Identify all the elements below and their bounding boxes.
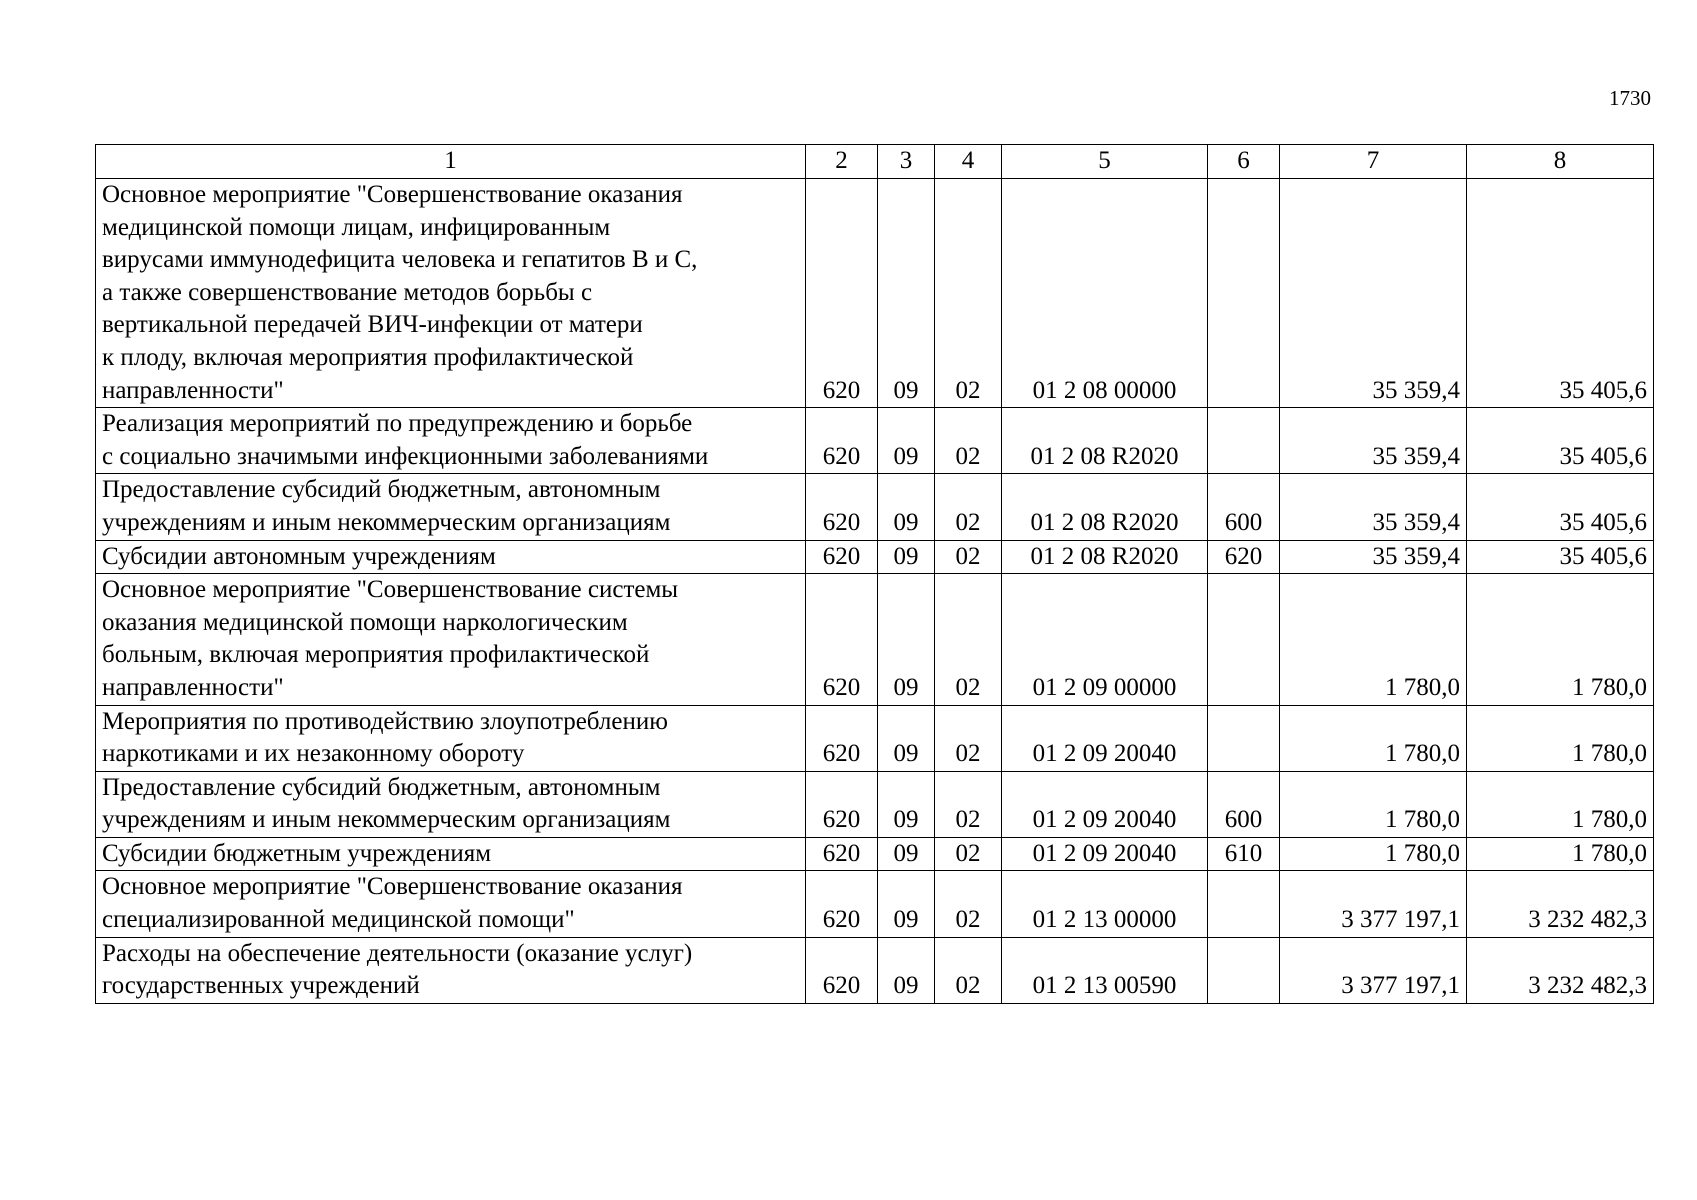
cell-subsection: 02: [935, 408, 1002, 474]
cell-amount-year2: 1 780,0: [1467, 771, 1654, 837]
cell-subsection: 02: [935, 540, 1002, 574]
table-row: [96, 937, 1654, 1003]
cell-expense-type: 600: [1208, 771, 1280, 837]
cell-amount-year2: 3 232 482,3: [1467, 871, 1654, 937]
cell-target-article: 01 2 13 00000: [1002, 871, 1208, 937]
budget-table: [95, 144, 1654, 1004]
cell-amount-year2: 35 405,6: [1467, 408, 1654, 474]
cell-subsection: 02: [935, 705, 1002, 771]
cell-section: 09: [878, 408, 935, 474]
header-cell-3: 3: [878, 145, 935, 179]
item-name-line: наркотиками и их незаконному обороту: [102, 740, 525, 768]
cell-amount-year2: 1 780,0: [1467, 705, 1654, 771]
cell-amount-year1: 1 780,0: [1280, 771, 1467, 837]
cell-item-name: [96, 771, 806, 837]
cell-admin-code: 620: [806, 574, 878, 705]
cell-target-article: 01 2 08 00000: [1002, 179, 1208, 408]
table-row: [96, 705, 1654, 771]
cell-amount-year2: 3 232 482,3: [1467, 937, 1654, 1003]
cell-amount-year1: 35 359,4: [1280, 540, 1467, 574]
cell-section: 09: [878, 871, 935, 937]
cell-amount-year2: 35 405,6: [1467, 474, 1654, 540]
cell-subsection: 02: [935, 937, 1002, 1003]
cell-subsection: 02: [935, 574, 1002, 705]
item-name-line: больным, включая мероприятия профилактической: [102, 641, 650, 669]
cell-target-article: 01 2 09 20040: [1002, 837, 1208, 871]
cell-item-name: [96, 474, 806, 540]
header-cell-5: 5: [1002, 145, 1208, 179]
table-row: [96, 837, 1654, 871]
cell-amount-year2: 35 405,6: [1467, 540, 1654, 574]
cell-admin-code: 620: [806, 408, 878, 474]
cell-admin-code: 620: [806, 474, 878, 540]
cell-expense-type: [1208, 408, 1280, 474]
cell-target-article: 01 2 08 R2020: [1002, 408, 1208, 474]
cell-amount-year2: 1 780,0: [1467, 837, 1654, 871]
item-name-line: с социально значимыми инфекционными заболеваниями: [102, 442, 709, 470]
cell-amount-year1: 35 359,4: [1280, 408, 1467, 474]
cell-target-article: 01 2 08 R2020: [1002, 540, 1208, 574]
cell-section: 09: [878, 837, 935, 871]
item-name-line: медицинской помощи лицам, инфицированным: [102, 213, 611, 241]
cell-section: 09: [878, 179, 935, 408]
cell-target-article: 01 2 09 20040: [1002, 705, 1208, 771]
cell-item-name: [96, 408, 806, 474]
item-name-line: учреждениям и иным некоммерческим организациям: [102, 806, 671, 834]
cell-item-name: [96, 574, 806, 705]
item-name-line: Основное мероприятие "Совершенствование оказания: [102, 181, 683, 208]
header-cell-1: 1: [96, 145, 806, 179]
table-row: [96, 871, 1654, 937]
cell-amount-year1: 1 780,0: [1280, 837, 1467, 871]
cell-admin-code: 620: [806, 871, 878, 937]
item-name-line: Расходы на обеспечение деятельности (оказание услуг): [102, 939, 693, 967]
header-cell-6: 6: [1208, 145, 1280, 179]
header-cell-7: 7: [1280, 145, 1467, 179]
cell-admin-code: 620: [806, 179, 878, 408]
item-name-line: направленности": [102, 673, 284, 701]
cell-item-name: [96, 179, 806, 408]
cell-item-name: [96, 871, 806, 937]
item-name-line: вертикальной передачей ВИЧ-инфекции от матери: [102, 311, 643, 339]
cell-expense-type: [1208, 937, 1280, 1003]
item-name-line: Реализация мероприятий по предупреждению и борьбе: [102, 410, 693, 438]
cell-section: 09: [878, 540, 935, 574]
cell-subsection: 02: [935, 871, 1002, 937]
cell-admin-code: 620: [806, 771, 878, 837]
header-row: [96, 145, 1654, 179]
item-name-line: а также совершенствование методов борьбы с: [102, 278, 593, 306]
item-name-line: Субсидии бюджетным учреждениям: [102, 839, 492, 867]
page-number: 1730: [1609, 86, 1651, 110]
cell-target-article: 01 2 13 00590: [1002, 937, 1208, 1003]
cell-amount-year2: 35 405,6: [1467, 179, 1654, 408]
cell-item-name: [96, 540, 806, 574]
header-cell-8: 8: [1467, 145, 1654, 179]
cell-item-name: [96, 837, 806, 871]
item-name-line: Основное мероприятие "Совершенствование оказания: [102, 873, 683, 901]
item-name-line: направленности": [102, 376, 284, 404]
cell-amount-year2: 1 780,0: [1467, 574, 1654, 705]
cell-section: 09: [878, 474, 935, 540]
cell-item-name: [96, 705, 806, 771]
cell-admin-code: 620: [806, 540, 878, 574]
item-name-line: учреждениям и иным некоммерческим организациям: [102, 508, 671, 536]
item-name-line: государственных учреждений: [102, 972, 420, 1000]
cell-section: 09: [878, 705, 935, 771]
table-row: [96, 540, 1654, 574]
cell-admin-code: 620: [806, 937, 878, 1003]
cell-item-name: [96, 937, 806, 1003]
cell-expense-type: 610: [1208, 837, 1280, 871]
cell-subsection: 02: [935, 179, 1002, 408]
cell-subsection: 02: [935, 771, 1002, 837]
header-cell-2: 2: [806, 145, 878, 179]
cell-expense-type: [1208, 179, 1280, 408]
cell-expense-type: 600: [1208, 474, 1280, 540]
cell-expense-type: [1208, 574, 1280, 705]
item-name-line: Предоставление субсидий бюджетным, автономным: [102, 773, 661, 801]
cell-expense-type: 620: [1208, 540, 1280, 574]
cell-amount-year1: 3 377 197,1: [1280, 937, 1467, 1003]
table-row: [96, 179, 1654, 408]
table-row: [96, 771, 1654, 837]
item-name-line: оказания медицинской помощи наркологическим: [102, 608, 628, 636]
item-name-line: к плоду, включая мероприятия профилактической: [102, 343, 634, 371]
cell-expense-type: [1208, 871, 1280, 937]
cell-amount-year1: 35 359,4: [1280, 179, 1467, 408]
item-name-line: специализированной медицинской помощи": [102, 906, 575, 934]
item-name-line: вирусами иммунодефицита человека и гепатитов B и C,: [102, 246, 698, 274]
cell-target-article: 01 2 08 R2020: [1002, 474, 1208, 540]
cell-admin-code: 620: [806, 705, 878, 771]
table-row: [96, 474, 1654, 540]
item-name-line: Предоставление субсидий бюджетным, автономным: [102, 476, 661, 504]
cell-section: 09: [878, 574, 935, 705]
item-name-line: Мероприятия по противодействию злоупотреблению: [102, 707, 668, 735]
cell-amount-year1: 35 359,4: [1280, 474, 1467, 540]
cell-section: 09: [878, 937, 935, 1003]
table-body: [96, 179, 1654, 1004]
cell-admin-code: 620: [806, 837, 878, 871]
item-name-line: Субсидии автономным учреждениям: [102, 542, 496, 570]
item-name-line: Основное мероприятие "Совершенствование системы: [102, 576, 679, 604]
cell-subsection: 02: [935, 474, 1002, 540]
cell-amount-year1: 3 377 197,1: [1280, 871, 1467, 937]
cell-subsection: 02: [935, 837, 1002, 871]
table-row: [96, 408, 1654, 474]
cell-amount-year1: 1 780,0: [1280, 705, 1467, 771]
cell-target-article: 01 2 09 20040: [1002, 771, 1208, 837]
cell-amount-year1: 1 780,0: [1280, 574, 1467, 705]
table-row: [96, 574, 1654, 705]
cell-target-article: 01 2 09 00000: [1002, 574, 1208, 705]
header-cell-4: 4: [935, 145, 1002, 179]
cell-section: 09: [878, 771, 935, 837]
cell-expense-type: [1208, 705, 1280, 771]
